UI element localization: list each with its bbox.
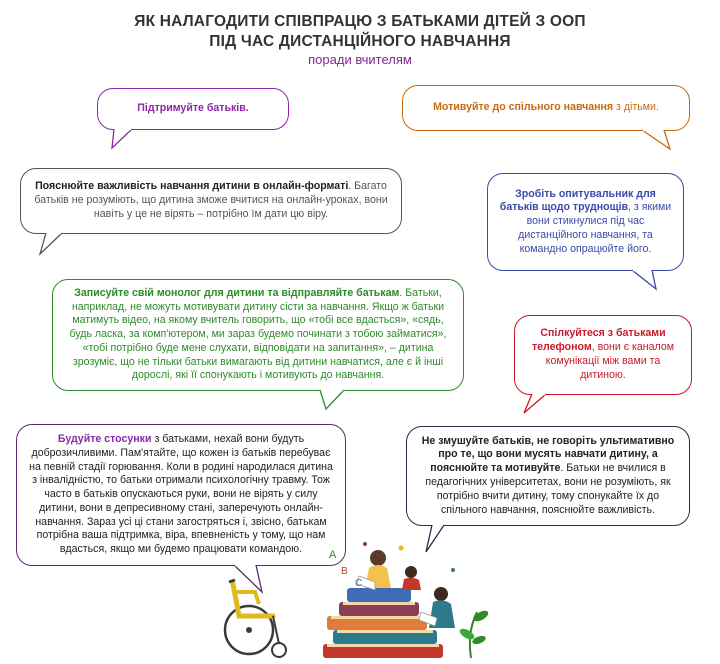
tip-phone-tail [520,393,554,415]
title-line-1: ЯК НАЛАГОДИТИ СПІВПРАЦЮ З БАТЬКАМИ ДІТЕЙ З ООП [134,13,586,30]
tip-monologue-bold: Записуйте свій монолог для дитини та відправляйте батькам [74,286,400,299]
tip-dont-force-bold: Не змушуйте батьків, не говоріть ультимативно про те, що вони мусять навчати дитину, а пояснюйте та мотивуйте [421,434,675,475]
title-line-2: ПІД ЧАС ДИСТАНЦІЙНОГО НАВЧАННЯ [209,33,511,50]
tip-survey-tail [630,269,664,291]
tip-explain-bubble [20,168,402,234]
tip-phone-rest: , вони є каналом комунікації між вами та дитиною. [545,341,675,381]
tip-monologue-tail [318,389,352,411]
page-title [0,12,720,52]
tip-relations-bold: Будуйте стосунки [57,432,152,445]
illustration [215,532,505,664]
tip-dont-force-bubble [406,426,690,526]
tip-monologue-rest: . Батьки, наприклад, не можуть мотивувати дитину сісти за навчання. Якщо ж батьки матимуть відео, на якому вчитель говорить, що «тобі все вдасться», «сядь, будь ласка, за комп'ютером, ми зараз будемо починати з тобою займатися», «тобі потрібно буде мене слухати, відповідати на запитання», – дитина зрозуміє, що не тільки батьки вимагають від дитини навчатися, але є й інші дорослі, які її спонукають і мотивують до навчання. [69,286,447,382]
tip-phone-bubble [514,315,692,395]
tip-motivate-rest: з дітьми. [613,101,659,114]
tip-dont-force-rest: . Батьки не вчилися в педагогічних університетах, вони не розуміють, як потрібно вчити дитину, тому спонукайте їх до спільного навчання, пояснюйте важливість. [425,462,671,516]
tip-relations-rest: з батьками, нехай вони будуть доброзичливими. Пам'ятайте, що кожен із батьків перебуває на певній стадії горювання. Коли в родині народилася дитина з інвалідністю, то батьки отримали психологічну травму. Тож часто в батьків опускаються руки, вони не вірять у силу дитини, вони в депресивному стані, заперечують онлайн-навчання. Зараз усі ці стани загостряться і, звісно, батькам потрібна ваша підтримка, віра, впевненість у тому, що нам вдасться, якщо ми будемо працювати командою. [29,432,333,556]
letter-b: B [341,566,348,577]
tip-motivate-bubble [402,85,690,131]
tip-survey-rest: , з якими вони стикнулися під час дистанційного навчання, та командно опрацюйте його. [518,201,672,255]
tip-survey-bubble [487,173,684,271]
plant-icon [458,609,490,658]
tip-motivate-tail [640,129,680,151]
tip-support-tail [110,128,140,150]
letter-c: C [355,578,363,589]
tip-explain-rest: . Багато батьків не розуміють, що дитина зможе вчитися на онлайн-уроках, вони навіть у це не вірять – потрібно їм дати цю віру. [34,180,388,220]
tip-explain-bold: Пояснюйте важливість навчання дитини в онлайн-форматі [35,180,349,193]
tip-phone-bold: Спілкуйтеся з батьками телефоном [531,327,666,354]
tip-monologue-bubble [52,279,464,391]
tip-survey-bold: Зробіть опитувальник для батьків щодо труднощів [499,187,656,214]
tip-support-bubble [97,88,289,130]
book-stack-icon [323,588,443,658]
letter-a: A [329,549,337,561]
wheelchair-icon [225,580,286,657]
tip-explain-tail [36,232,70,256]
tip-support-text: Підтримуйте батьків. [137,102,249,115]
tip-motivate-bold: Мотивуйте до спільного навчання [433,101,614,114]
page-subtitle: поради вчителям [308,52,412,67]
